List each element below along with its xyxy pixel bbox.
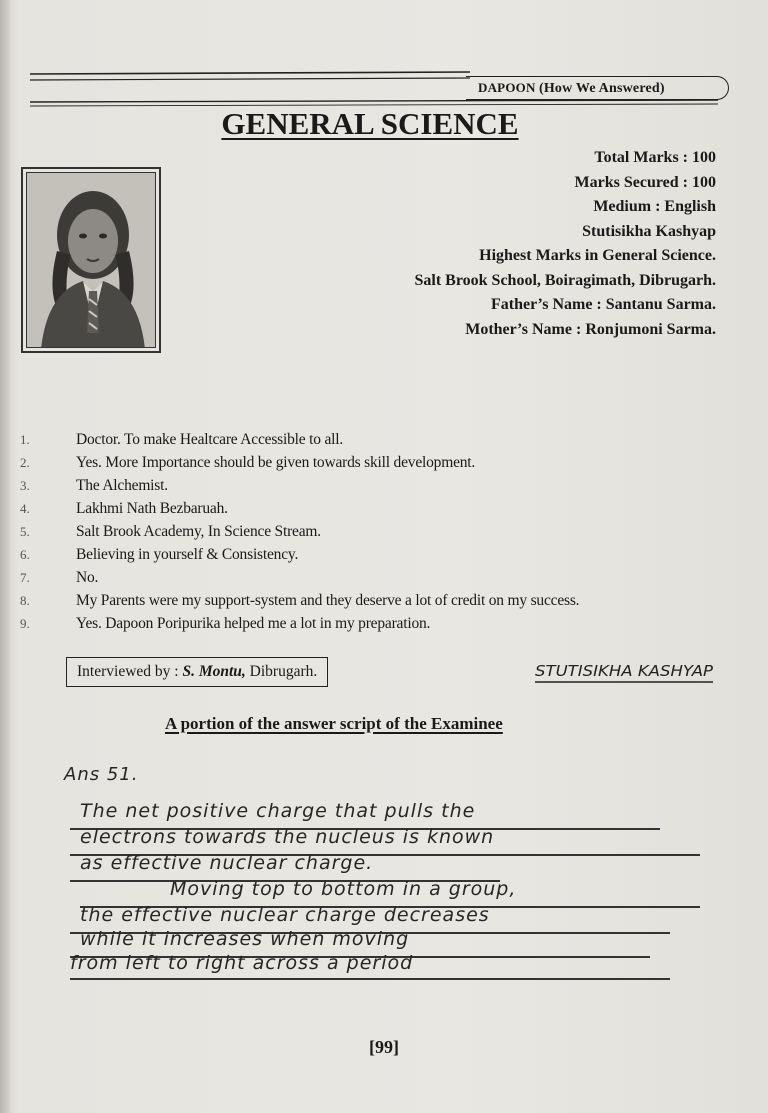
answer-item — [20, 474, 720, 497]
answer-number: 7. — [20, 570, 30, 585]
answer-text: No. — [76, 569, 99, 586]
script-heading: A portion of the answer script of the Examinee — [165, 714, 503, 733]
running-header-title: DAPOON — [478, 80, 536, 95]
interviewer-box — [66, 657, 328, 687]
handwritten-line: electrons towards the nucleus is known — [80, 826, 495, 848]
handwriting-underline — [70, 978, 670, 980]
answer-text: Yes. Dapoon Poripurika helped me a lot in my preparation. — [76, 615, 431, 632]
mother-name: Mother’s Name : Ronjumoni Sarma. — [465, 320, 716, 338]
candidate-photo-frame — [21, 167, 161, 353]
answer-number: 5. — [20, 524, 30, 539]
signature-text: STUTISIKHA KASHYAP — [535, 662, 715, 680]
answer-text: Believing in yourself & Consistency. — [76, 546, 299, 563]
answers-list — [20, 428, 720, 635]
answer-text: Salt Brook Academy, In Science Stream. — [76, 523, 321, 540]
answer-text: My Parents were my support-system and they deserve a lot of credit on my success. — [76, 592, 580, 609]
total-marks: Total Marks : 100 — [594, 149, 716, 166]
running-header — [466, 76, 729, 100]
candidate-photo — [26, 172, 156, 348]
book-spine-shadow — [0, 0, 10, 1113]
page-number: [99] — [369, 1037, 399, 1057]
answer-number: 1. — [20, 432, 30, 447]
interviewer-name: S. Montu, — [182, 663, 246, 680]
handwritten-line: from left to right across a period — [70, 952, 414, 974]
distinction: Highest Marks in General Science. — [479, 247, 716, 264]
answer-text: Lakhmi Nath Bezbaruah. — [76, 500, 228, 517]
answer-number: 6. — [20, 547, 30, 562]
answer-item — [20, 589, 720, 612]
running-header-subtitle: (How We Answered) — [538, 81, 665, 96]
answer-text: Yes. More Importance should be given towards skill development. — [76, 454, 476, 471]
answer-number: 3. — [20, 478, 30, 493]
answer-item — [20, 612, 720, 635]
handwritten-answer-script — [50, 760, 720, 980]
handwritten-line: Ans 51. — [64, 764, 139, 785]
page-title: GENERAL SCIENCE — [221, 106, 519, 141]
answer-number: 8. — [20, 593, 30, 608]
interviewer-place: Dibrugarh. — [249, 663, 318, 680]
interviewer-label: Interviewed by : — [77, 663, 179, 680]
medium: Medium : English — [593, 198, 716, 215]
answer-item — [20, 497, 720, 520]
handwritten-line: as effective nuclear charge. — [80, 852, 374, 874]
answer-item — [20, 543, 720, 566]
marks-secured: Marks Secured : 100 — [574, 173, 716, 191]
answer-text: Doctor. To make Healtcare Accessible to all. — [76, 431, 344, 448]
father-name: Father’s Name : Santanu Sarma. — [490, 296, 716, 313]
portrait-illustration — [27, 173, 156, 348]
answer-item — [20, 451, 720, 474]
answer-number: 4. — [20, 501, 30, 516]
candidate-info — [414, 146, 716, 342]
school: Salt Brook School, Boiragimath, Dibrugarh. — [414, 271, 716, 289]
handwritten-line: while it increases when moving — [80, 928, 410, 950]
answer-item — [20, 566, 720, 589]
answer-text: The Alchemist. — [76, 477, 168, 494]
answer-number: 9. — [20, 616, 30, 631]
answer-item — [20, 520, 720, 543]
answer-number: 2. — [20, 455, 30, 470]
handwritten-line: The net positive charge that pulls the — [80, 800, 476, 822]
candidate-name: Stutisikha Kashyap — [582, 222, 716, 240]
handwritten-line: Moving top to bottom in a group, — [170, 878, 517, 900]
candidate-signature — [535, 656, 715, 686]
handwritten-line: the effective nuclear charge decreases — [80, 904, 490, 926]
answer-item — [20, 428, 720, 451]
